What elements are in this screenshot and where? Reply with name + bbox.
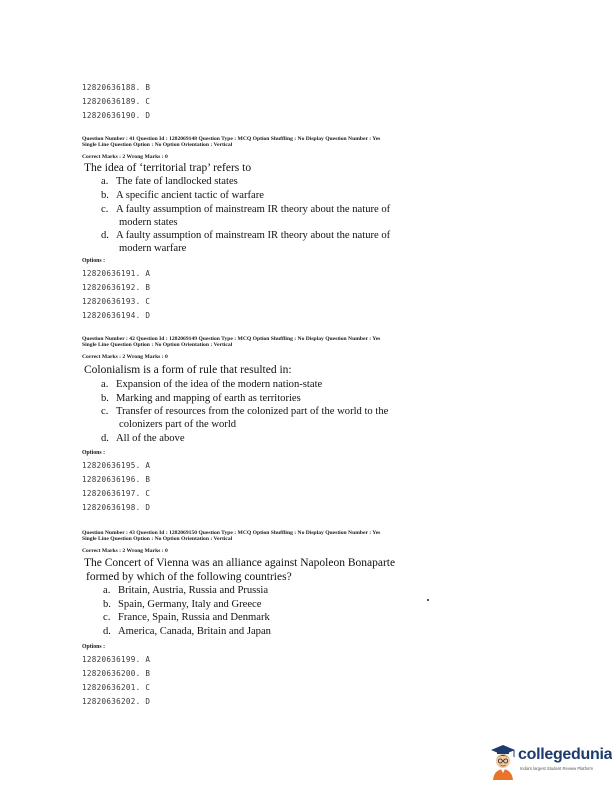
question-text: The idea of ‘territorial trap’ refers to: [84, 162, 252, 174]
choice-c: c. Transfer of resources from the colonized part of the world to the: [101, 406, 389, 417]
question-text: Colonialism is a form of rule that resulted in:: [84, 364, 292, 376]
option-line: 12820636196. B: [82, 475, 151, 484]
question-text-2: formed by which of the following countries?: [86, 571, 292, 583]
choice-c: c. France, Spain, Russia and Denmark: [103, 612, 270, 623]
choice-a: a. Expansion of the idea of the modern nation-state: [101, 379, 323, 390]
choice-c-cont: colonizers part of the world: [119, 419, 237, 430]
choice-a: a. Britain, Austria, Russia and Prussia: [103, 585, 269, 596]
option-line: 12820636195. A: [82, 461, 151, 470]
option-line: 12820636191. A: [82, 269, 151, 278]
brand-name: collegedunia: [518, 746, 612, 763]
option-line: 12820636201. C: [82, 683, 151, 692]
choice-b: b. Marking and mapping of earth as territories: [101, 393, 301, 404]
stray-mark: [427, 599, 429, 601]
choice-b: b. Spain, Germany, Italy and Greece: [103, 599, 262, 610]
choice-c: c. A faulty assumption of mainstream IR theory about the nature of: [101, 204, 391, 215]
choice-d: d. America, Canada, Britain and Japan: [103, 626, 271, 637]
option-line: 12820636188. B: [82, 83, 151, 92]
option-line: 12820636190. D: [82, 111, 151, 120]
option-line: 12820636189. C: [82, 97, 151, 106]
choice-a: a. The fate of landlocked states: [101, 176, 238, 187]
question-meta: Question Number : 43 Question Id : 1282069150 Question Type : MCQ Option Shuffling : No Display Question Number : Yes: [82, 530, 381, 536]
choice-d-cont: modern warfare: [119, 243, 187, 254]
brand-tagline: India's largest Student Review Platform: [520, 766, 593, 771]
question-meta-2: Single Line Question Option : No Option Orientation : Vertical: [82, 142, 233, 148]
option-line: 12820636200. B: [82, 669, 151, 678]
question-marks: Correct Marks : 2 Wrong Marks : 0: [82, 548, 168, 554]
options-label: Options :: [82, 258, 106, 264]
option-line: 12820636202. D: [82, 697, 151, 706]
choice-d: d. All of the above: [101, 433, 185, 444]
option-line: 12820636192. B: [82, 283, 151, 292]
question-marks: Correct Marks : 2 Wrong Marks : 0: [82, 154, 168, 160]
question-meta-2: Single Line Question Option : No Option Orientation : Vertical: [82, 536, 233, 542]
question-marks: Correct Marks : 2 Wrong Marks : 0: [82, 354, 168, 360]
question-meta: Question Number : 41 Question Id : 1282069148 Question Type : MCQ Option Shuffling : No Display Question Number : Yes: [82, 136, 381, 142]
collegedunia-logo: [488, 742, 612, 782]
question-meta-2: Single Line Question Option : No Option Orientation : Vertical: [82, 342, 233, 348]
option-line: 12820636193. C: [82, 297, 151, 306]
option-line: 12820636194. D: [82, 311, 151, 320]
option-line: 12820636199. A: [82, 655, 151, 664]
option-line: 12820636198. D: [82, 503, 151, 512]
question-text: The Concert of Vienna was an alliance against Napoleon Bonaparte: [84, 557, 396, 569]
option-line: 12820636197. C: [82, 489, 151, 498]
options-label: Options :: [82, 644, 106, 650]
choice-d: d. A faulty assumption of mainstream IR theory about the nature of: [101, 230, 391, 241]
options-label: Options :: [82, 450, 106, 456]
question-meta: Question Number : 42 Question Id : 1282069149 Question Type : MCQ Option Shuffling : No Display Question Number : Yes: [82, 336, 381, 342]
choice-c-cont: modern states: [119, 217, 178, 228]
choice-b: b. A specific ancient tactic of warfare: [101, 190, 264, 201]
student-mascot-icon: [488, 742, 518, 782]
